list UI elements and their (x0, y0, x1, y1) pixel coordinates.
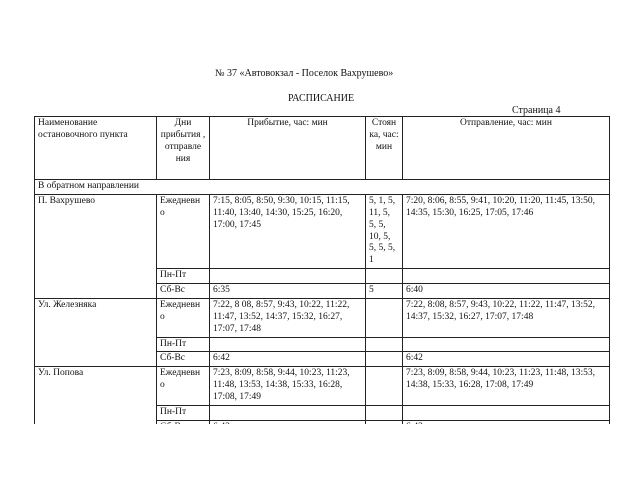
arrival-weekend: 6:42 (210, 352, 366, 367)
stay-weekday (366, 337, 403, 352)
col-header-days: Дни прибытия , отправле ния (157, 117, 210, 180)
departure-weekday (403, 405, 610, 420)
col-header-arrival: Прибытие, час: мин (210, 117, 366, 180)
table-row (35, 298, 610, 337)
departure-weekend: 6:40 (403, 284, 610, 299)
days-daily: Ежедневн о (157, 367, 210, 406)
days-weekday: Пн-Пт (157, 405, 210, 420)
schedule-table (34, 116, 610, 436)
stay-daily (366, 367, 403, 406)
departure-daily: 7:20, 8:06, 8:55, 9:41, 10:20, 11:20, 11:45, 13:50, 14:35, 15:30, 16:25, 17:05, 17:46 (403, 194, 610, 268)
page-bottom-margin (0, 424, 621, 480)
departure-daily: 7:22, 8:08, 8:57, 9:43, 10:22, 11:22, 11:47, 13:52, 14:37, 15:32, 16:27, 17:07, 17:48 (403, 298, 610, 337)
stop-name: Ул. Попова (35, 367, 157, 435)
days-weekday: Пн-Пт (157, 337, 210, 352)
table-row (35, 367, 610, 406)
table-row (35, 194, 610, 268)
stay-daily: 5, 1, 5, 11, 5, 5, 5, 10, 5, 5, 5, 5, 1 (366, 194, 403, 268)
stay-weekday (366, 405, 403, 420)
departure-weekday (403, 269, 610, 284)
stay-daily (366, 298, 403, 337)
arrival-weekend: 6:35 (210, 284, 366, 299)
arrival-weekday (210, 337, 366, 352)
col-header-departure: Отправление, час: мин (403, 117, 610, 180)
section-row (35, 180, 610, 195)
days-daily: Ежедневн о (157, 298, 210, 337)
stop-name: Ул. Железняка (35, 298, 157, 366)
route-title: № 37 «Автовокзал - Поселок Вахрушево» (215, 68, 394, 79)
section-label: В обратном направлении (35, 180, 610, 195)
arrival-weekday (210, 405, 366, 420)
arrival-daily: 7:15, 8:05, 8:50, 9:30, 10:15, 11:15, 11:40, 13:40, 14:30, 15:25, 16:20, 17:00, 17:45 (210, 194, 366, 268)
days-weekend: Сб-Вс (157, 284, 210, 299)
col-header-stop: Наименование остановочного пункта (35, 117, 157, 180)
stay-weekday (366, 269, 403, 284)
page-label: Страница 4 (512, 105, 561, 116)
stay-weekend (366, 352, 403, 367)
arrival-daily: 7:23, 8:09, 8:58, 9:44, 10:23, 11:23, 11:48, 13:53, 14:38, 15:33, 16:28, 17:08, 17:49 (210, 367, 366, 406)
col-header-stay: Стоян ка, час: мин (366, 117, 403, 180)
departure-daily: 7:23, 8:09, 8:58, 9:44, 10:23, 11:23, 11:48, 13:53, 14:38, 15:33, 16:28, 17:08, 17:49 (403, 367, 610, 406)
departure-weekday (403, 337, 610, 352)
schedule-title: РАСПИСАНИЕ (288, 93, 355, 104)
table-header-row (35, 117, 610, 180)
days-daily: Ежедневн о (157, 194, 210, 268)
arrival-daily: 7:22, 8 08, 8:57, 9:43, 10:22, 11:22, 11:47, 13:52, 14:37, 15:32, 16:27, 17:07, 17:48 (210, 298, 366, 337)
departure-weekend: 6:42 (403, 352, 610, 367)
stay-weekend: 5 (366, 284, 403, 299)
stop-name: П. Вахрушево (35, 194, 157, 298)
days-weekday: Пн-Пт (157, 269, 210, 284)
days-weekend: Сб-Вс (157, 352, 210, 367)
arrival-weekday (210, 269, 366, 284)
